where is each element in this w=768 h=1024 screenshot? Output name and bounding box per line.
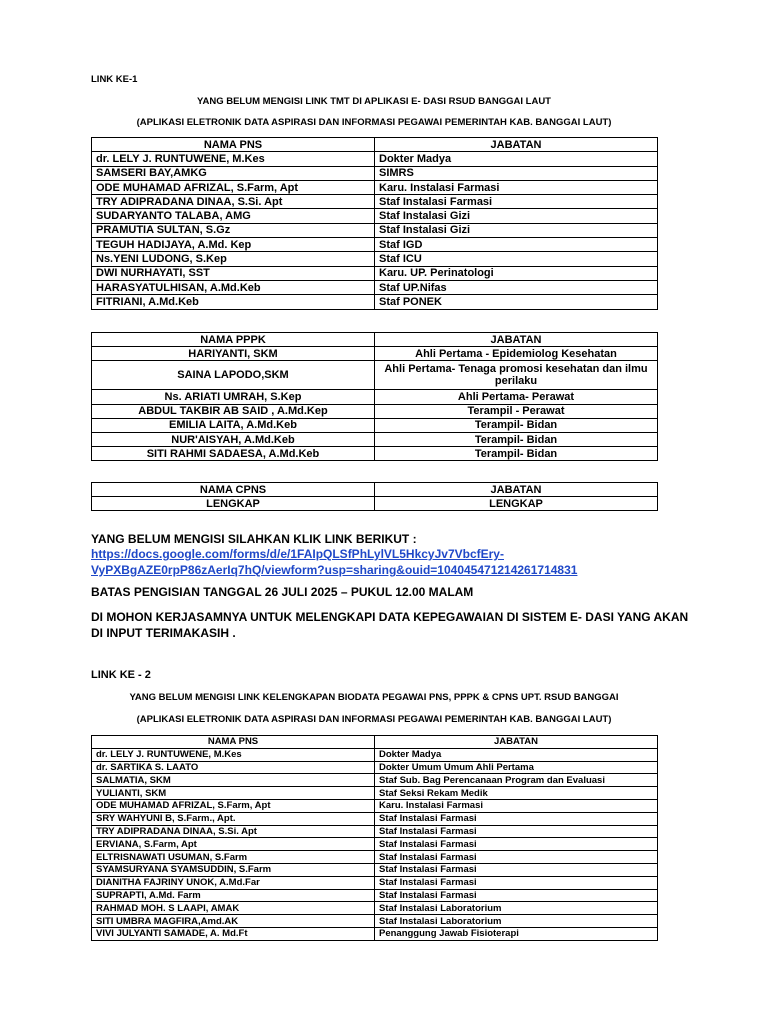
table-header-row bbox=[92, 483, 658, 497]
table-row bbox=[92, 166, 658, 180]
table-row bbox=[92, 432, 658, 446]
table-row bbox=[92, 889, 658, 902]
name-cell: dr. LELY J. RUNTUWENE, M.Kes bbox=[92, 152, 375, 166]
name-cell: PRAMUTIA SULTAN, S.Gz bbox=[92, 223, 375, 237]
position-cell: Staf Instalasi Gizi bbox=[375, 209, 658, 223]
position-cell: Staf Seksi Rekam Medik bbox=[375, 787, 658, 800]
name-cell: SITI RAHMI SADAESA, A.Md.Keb bbox=[92, 447, 375, 461]
table-row bbox=[92, 748, 658, 761]
name-cell: HARASYATULHISAN, A.Md.Keb bbox=[92, 280, 375, 294]
request-line-1: DI MOHON KERJASAMNYA UNTUK MELENGKAPI DATA KEPEGAWAIAN DI SISTEM E- DASI YANG AKAN bbox=[91, 610, 689, 624]
position-cell: Ahli Pertama - Epidemiolog Kesehatan bbox=[375, 347, 658, 361]
position-cell: Staf IGD bbox=[375, 238, 658, 252]
name-cell: dr. SARTIKA S. LAATO bbox=[92, 761, 375, 774]
table-header-row bbox=[92, 333, 658, 347]
form-link-line-2[interactable]: VyPXBgAZE0rpP86zAerIq7hQ/viewform?usp=sharing&ouid=104045471214261714831 bbox=[91, 563, 578, 577]
table-row bbox=[92, 447, 658, 461]
column-header: NAMA PPPK bbox=[92, 333, 375, 347]
table-row bbox=[92, 799, 658, 812]
name-cell: YULIANTI, SKM bbox=[92, 787, 375, 800]
name-cell: ODE MUHAMAD AFRIZAL, S.Farm, Apt bbox=[92, 180, 375, 194]
table-row bbox=[92, 851, 658, 864]
name-cell: SALMATIA, SKM bbox=[92, 774, 375, 787]
column-header: JABATAN bbox=[375, 138, 658, 152]
position-cell: Staf Instalasi Farmasi bbox=[375, 863, 658, 876]
table-row bbox=[92, 787, 658, 800]
table-row bbox=[92, 295, 658, 309]
position-cell: Staf Instalasi Farmasi bbox=[375, 195, 658, 209]
table-row bbox=[92, 774, 658, 787]
table-row bbox=[92, 902, 658, 915]
position-cell: Karu. Instalasi Farmasi bbox=[375, 799, 658, 812]
pppk-table bbox=[91, 332, 658, 461]
position-cell: Staf Sub. Bag Perencanaan Program dan Evaluasi bbox=[375, 774, 658, 787]
column-header: JABATAN bbox=[375, 736, 658, 749]
name-cell: SUDARYANTO TALABA, AMG bbox=[92, 209, 375, 223]
table-row bbox=[92, 812, 658, 825]
link2-title: YANG BELUM MENGISI LINK KELENGKAPAN BIODATA PEGAWAI PNS, PPPK & CPNS UPT. RSUD BANGGAI bbox=[129, 692, 619, 703]
cpns-table bbox=[91, 482, 658, 511]
position-cell: Dokter Madya bbox=[375, 748, 658, 761]
table-row bbox=[92, 238, 658, 252]
table-row bbox=[92, 838, 658, 851]
table-row bbox=[92, 404, 658, 418]
name-cell: TRY ADIPRADANA DINAA, S.Si. Apt bbox=[92, 825, 375, 838]
pns-table-2 bbox=[91, 735, 658, 941]
table-row bbox=[92, 927, 658, 940]
position-cell: Staf UP.Nifas bbox=[375, 280, 658, 294]
position-cell: Penanggung Jawab Fisioterapi bbox=[375, 927, 658, 940]
link2-subtitle: (APLIKASI ELETRONIK DATA ASPIRASI DAN INFORMASI PEGAWAI PEMERINTAH KAB. BANGGAI LAUT) bbox=[136, 714, 612, 725]
name-cell: SUPRAPTI, A.Md. Farm bbox=[92, 889, 375, 902]
name-cell: SYAMSURYANA SYAMSUDDIN, S.Farm bbox=[92, 863, 375, 876]
table-row bbox=[92, 497, 658, 511]
position-cell: Terampil- Bidan bbox=[375, 418, 658, 432]
position-cell: Dokter Madya bbox=[375, 152, 658, 166]
name-cell: VIVI JULYANTI SAMADE, A. Md.Ft bbox=[92, 927, 375, 940]
name-cell: HARIYANTI, SKM bbox=[92, 347, 375, 361]
name-cell: NUR'AISYAH, A.Md.Keb bbox=[92, 432, 375, 446]
position-cell: Staf Instalasi Farmasi bbox=[375, 889, 658, 902]
position-cell: Dokter Umum Umum Ahli Pertama bbox=[375, 761, 658, 774]
request-line-2: DI INPUT TERIMAKASIH . bbox=[91, 626, 236, 640]
table-row bbox=[92, 152, 658, 166]
deadline-text: BATAS PENGISIAN TANGGAL 26 JULI 2025 – PUKUL 12.00 MALAM bbox=[91, 585, 474, 599]
table-row bbox=[92, 825, 658, 838]
position-cell: Staf Instalasi Farmasi bbox=[375, 812, 658, 825]
name-cell: TRY ADIPRADANA DINAA, S.Si. Apt bbox=[92, 195, 375, 209]
link1-title: YANG BELUM MENGISI LINK TMT DI APLIKASI E- DASI RSUD BANGGAI LAUT bbox=[197, 96, 551, 107]
position-cell: Staf Instalasi Farmasi bbox=[375, 876, 658, 889]
link2-label: LINK KE - 2 bbox=[91, 669, 151, 681]
name-cell: Ns. ARIATI UMRAH, S.Kep bbox=[92, 390, 375, 404]
table-row bbox=[92, 876, 658, 889]
table-row bbox=[92, 418, 658, 432]
name-cell: Ns.YENI LUDONG, S.Kep bbox=[92, 252, 375, 266]
position-cell: Terampil- Bidan bbox=[375, 432, 658, 446]
name-cell: SITI UMBRA MAGFIRA,Amd.AK bbox=[92, 915, 375, 928]
name-cell: DWI NURHAYATI, SST bbox=[92, 266, 375, 280]
instruction-text: YANG BELUM MENGISI SILAHKAN KLIK LINK BERIKUT : bbox=[91, 532, 417, 546]
link1-subtitle: (APLIKASI ELETRONIK DATA ASPIRASI DAN INFORMASI PEGAWAI PEMERINTAH KAB. BANGGAI LAUT) bbox=[136, 117, 612, 128]
position-cell: Ahli Pertama- Tenaga promosi kesehatan dan ilmu perilaku bbox=[375, 361, 658, 390]
position-cell: Terampil - Perawat bbox=[375, 404, 658, 418]
name-cell: SAINA LAPODO,SKM bbox=[92, 361, 375, 390]
column-header: JABATAN bbox=[375, 333, 658, 347]
position-cell: Staf Instalasi Gizi bbox=[375, 223, 658, 237]
position-cell: SIMRS bbox=[375, 166, 658, 180]
table-row bbox=[92, 209, 658, 223]
table-row bbox=[92, 280, 658, 294]
pns-table-1 bbox=[91, 137, 658, 310]
table-row bbox=[92, 915, 658, 928]
name-cell: TEGUH HADIJAYA, A.Md. Kep bbox=[92, 238, 375, 252]
table-row bbox=[92, 252, 658, 266]
link1-label: LINK KE-1 bbox=[91, 74, 138, 85]
position-cell: Staf PONEK bbox=[375, 295, 658, 309]
name-cell: ABDUL TAKBIR AB SAID , A.Md.Kep bbox=[92, 404, 375, 418]
position-cell: Staf ICU bbox=[375, 252, 658, 266]
name-cell: FITRIANI, A.Md.Keb bbox=[92, 295, 375, 309]
position-cell: Karu. UP. Perinatologi bbox=[375, 266, 658, 280]
table-row bbox=[92, 195, 658, 209]
position-cell: Staf Instalasi Farmasi bbox=[375, 851, 658, 864]
table-row bbox=[92, 863, 658, 876]
table-header-row bbox=[92, 138, 658, 152]
name-cell: LENGKAP bbox=[92, 497, 375, 511]
name-cell: DIANITHA FAJRINY UNOK, A.Md.Far bbox=[92, 876, 375, 889]
name-cell: ODE MUHAMAD AFRIZAL, S.Farm, Apt bbox=[92, 799, 375, 812]
column-header: NAMA PNS bbox=[92, 138, 375, 152]
name-cell: ERVIANA, S.Farm, Apt bbox=[92, 838, 375, 851]
position-cell: Karu. Instalasi Farmasi bbox=[375, 180, 658, 194]
table-row bbox=[92, 361, 658, 390]
name-cell: EMILIA LAITA, A.Md.Keb bbox=[92, 418, 375, 432]
name-cell: dr. LELY J. RUNTUWENE, M.Kes bbox=[92, 748, 375, 761]
position-cell: LENGKAP bbox=[375, 497, 658, 511]
table-row bbox=[92, 223, 658, 237]
name-cell: SAMSERI BAY,AMKG bbox=[92, 166, 375, 180]
table-row bbox=[92, 180, 658, 194]
position-cell: Staf Instalasi Laboratorium bbox=[375, 902, 658, 915]
column-header: NAMA PNS bbox=[92, 736, 375, 749]
position-cell: Terampil- Bidan bbox=[375, 447, 658, 461]
position-cell: Staf Instalasi Laboratorium bbox=[375, 915, 658, 928]
position-cell: Ahli Pertama- Perawat bbox=[375, 390, 658, 404]
table-header-row bbox=[92, 736, 658, 749]
name-cell: ELTRISNAWATI USUMAN, S.Farm bbox=[92, 851, 375, 864]
table-row bbox=[92, 347, 658, 361]
table-row bbox=[92, 390, 658, 404]
table-row bbox=[92, 266, 658, 280]
form-link-line-1[interactable]: https://docs.google.com/forms/d/e/1FAIpQLSfPhLylVL5HkcyJv7VbcfEry- bbox=[91, 547, 504, 561]
name-cell: SRY WAHYUNI B, S.Farm., Apt. bbox=[92, 812, 375, 825]
column-header: NAMA CPNS bbox=[92, 483, 375, 497]
position-cell: Staf Instalasi Farmasi bbox=[375, 838, 658, 851]
position-cell: Staf Instalasi Farmasi bbox=[375, 825, 658, 838]
table-row bbox=[92, 761, 658, 774]
column-header: JABATAN bbox=[375, 483, 658, 497]
name-cell: RAHMAD MOH. S LAAPI, AMAK bbox=[92, 902, 375, 915]
